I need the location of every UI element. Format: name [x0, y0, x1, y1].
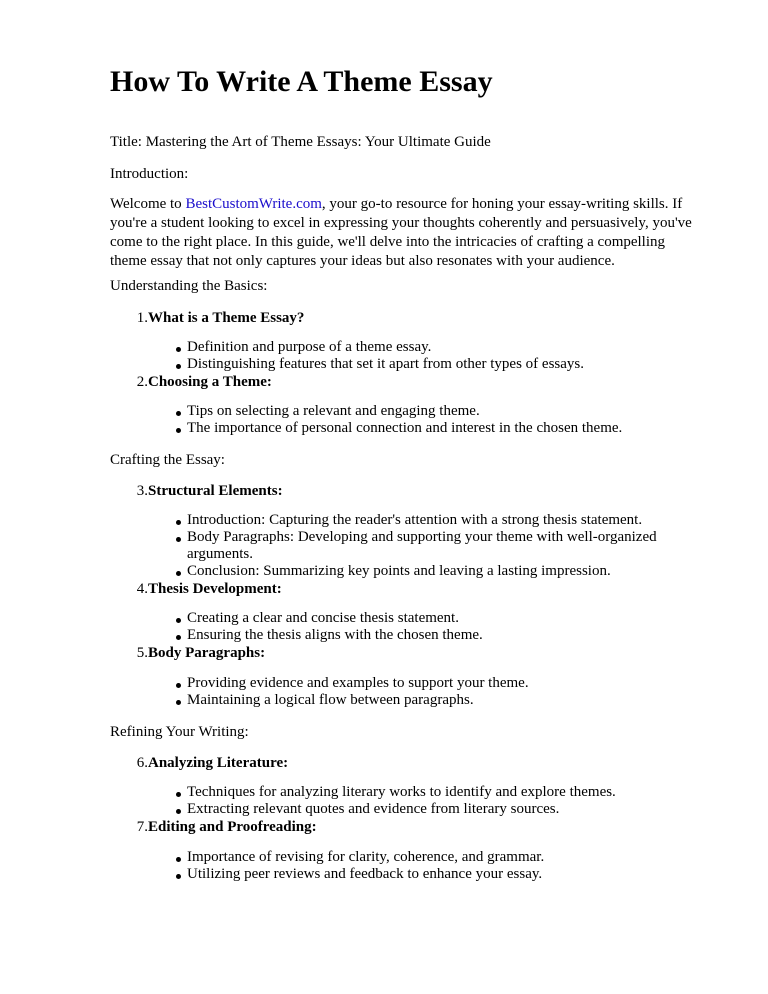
bullet-item: Extracting relevant quotes and evidence from literary sources.: [187, 801, 697, 818]
document-subtitle: Title: Mastering the Art of Theme Essays: Your Ultimate Guide: [110, 134, 491, 150]
list-item-title: Thesis Development:: [148, 581, 282, 597]
list-number: 4.: [136, 581, 148, 597]
list-item-title: Body Paragraphs:: [148, 645, 266, 661]
list-item-title: Editing and Proofreading:: [148, 819, 317, 835]
list-number: 5.: [136, 645, 148, 661]
site-link[interactable]: BestCustomWrite.com: [185, 196, 322, 212]
page-title: How To Write A Theme Essay: [110, 65, 493, 98]
bullet-item: Providing evidence and examples to support your theme.: [187, 675, 697, 692]
bullet-item: Introduction: Capturing the reader's attention with a strong thesis statement.: [187, 512, 697, 529]
list-number: 6.: [136, 755, 148, 771]
list-item-title: Analyzing Literature:: [148, 755, 289, 771]
list-number: 1.: [136, 310, 148, 326]
bullet-item: The importance of personal connection and interest in the chosen theme.: [187, 420, 697, 437]
bullet-item: Importance of revising for clarity, coherence, and grammar.: [187, 849, 697, 866]
intro-paragraph: [110, 195, 695, 271]
section-heading-crafting: Crafting the Essay:: [110, 452, 225, 468]
bullet-item: Ensuring the thesis aligns with the chosen theme.: [187, 627, 697, 644]
bullet-item: Distinguishing features that set it apart from other types of essays.: [187, 356, 697, 373]
bullet-item: Conclusion: Summarizing key points and leaving a lasting impression.: [187, 563, 697, 580]
bullet-item: Body Paragraphs: Developing and supporting your theme with well-organized arguments.: [187, 529, 697, 563]
bullet-item: Definition and purpose of a theme essay.: [187, 339, 697, 356]
list-number: 3.: [136, 483, 148, 499]
intro-suffix: , your go-to resource for honing your essay-writing skills. If you're a student looking to excel in expressing your thoughts coherently and persuasively, you've come to the right place. In this guide, we'll delve into the intricacies of crafting a compelling theme essay that not only captures your ideas but also resonates with your audience.: [110, 196, 692, 269]
list-item-title: Structural Elements:: [148, 483, 283, 499]
bullet-item: Tips on selecting a relevant and engaging theme.: [187, 403, 697, 420]
bullet-item: Utilizing peer reviews and feedback to enhance your essay.: [187, 866, 697, 883]
list-number: 7.: [136, 819, 148, 835]
list-item-title: Choosing a Theme:: [148, 374, 272, 390]
list-number: 2.: [136, 374, 148, 390]
bullet-item: Maintaining a logical flow between paragraphs.: [187, 692, 697, 709]
bullet-item: Creating a clear and concise thesis statement.: [187, 610, 697, 627]
section-heading-refining: Refining Your Writing:: [110, 724, 249, 740]
intro-label: Introduction:: [110, 166, 189, 182]
list-item-title: What is a Theme Essay?: [148, 310, 305, 326]
section-heading-basics: Understanding the Basics:: [110, 278, 268, 294]
intro-prefix: Welcome to: [110, 196, 186, 212]
bullet-item: Techniques for analyzing literary works to identify and explore themes.: [187, 784, 697, 801]
